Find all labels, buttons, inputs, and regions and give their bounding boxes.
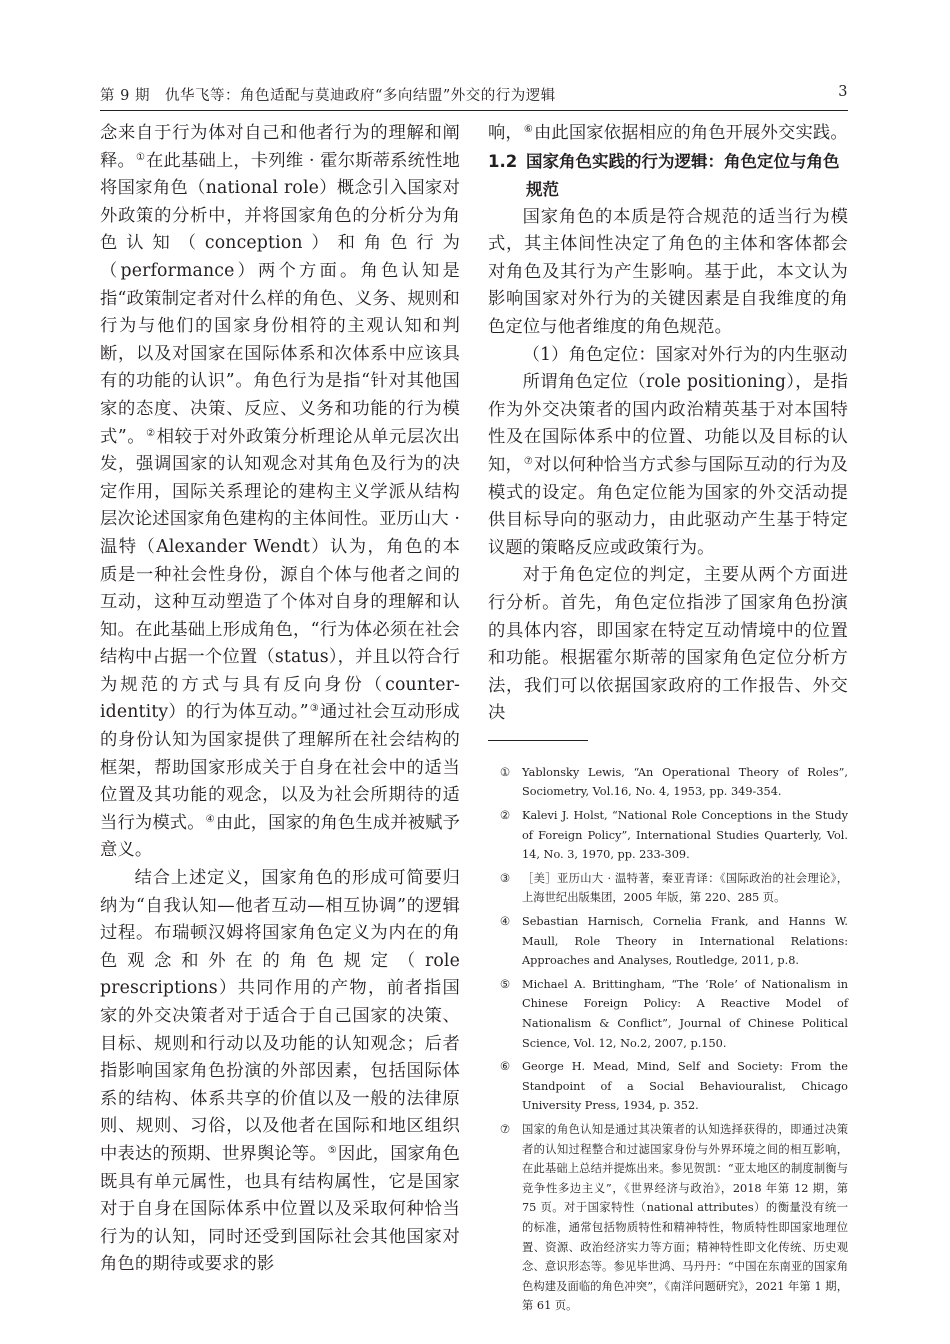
footnote-rule	[488, 740, 588, 741]
footnote-text: Yablonsky Lewis, “An Operational Theory of Roles”, Sociometry, Vol.16, No. 4, 1953, pp. 349-354.	[522, 765, 848, 799]
paragraph: 国家角色的本质是符合规范的适当行为模式，其主体间性决定了角色的主体和客体都会对角色及其行为产生影响。基于此，本文认为影响国家对外行为的关键因素是自我维度的角色定位与他者维度的角色规范。	[488, 206, 848, 337]
paragraph-text: 念来自于行为体对自己和他者行为的理解和阐释。	[100, 123, 460, 171]
footnote	[488, 869, 848, 908]
page-number: 3	[838, 84, 848, 100]
section-number: 1.2	[488, 151, 518, 171]
footnote-mark: ④	[499, 915, 511, 929]
paragraph-text: 因此，国家角色既具有单元属性，也具有结构属性，它是国家对于自身在国际体系中位置以及采取何种恰当行为的认知，同时还受到国际社会其他国家对角色的期待或要求的影	[100, 1143, 460, 1275]
paragraph-text: 结合上述定义，国家角色的形成可简要归纳为“自我认知—他者互动—相互协调”的逻辑过程。布瑞顿汉姆将国家角色定义为内在的角色观念和外在的角色规定（role prescriptions）共同作用的产物，前者指国家的外交决策者对于适合于自己国家的决策、目标、规则和行动以及功能的认知观念；后者指影响国家角色扮演的外部因素，包括国际体系的结构、体系共享的价值以及一般的法律原则、规则、习俗，以及他者在国际和地区组织中表达的预期、世界舆论等。	[100, 868, 460, 1164]
footnote	[488, 975, 848, 1053]
footnote-mark: ②	[499, 809, 511, 823]
paragraph-text: 由此国家依据相应的角色开展外交实践。	[534, 123, 848, 143]
footnote-text: Kalevi J. Holst, “National Role Conceptions in the Study of Foreign Policy”, International Studies Quarterly, Vol. 14, No. 3, 1970, pp. 233-309.	[522, 809, 848, 862]
paragraph-text: 所谓角色定位（role positioning），是指作为外交决策者的国内政治精英基于对本国特性及在国际体系中的位置、功能以及目标的认知，	[488, 372, 848, 475]
left-column	[100, 120, 460, 1279]
footnote	[488, 912, 848, 971]
footnote-text: 国家的角色认知是通过其决策者的认知选择获得的，即通过决策者的认知过程整合和过滤国家身份与外界环境之间的相互影响，在此基础上总结并提炼出来。参见贺凯：“亚太地区的制度制衡与竞争性多边主义”，《世界经济与政治》，2018 年第 12 期，第 75 页。对于国家特性（national attributes）的衡量没有统一的标准，通常包括物质特性和精神特性，物质特性即国家地理位置、资源、政治经济实力等方面；精神特性即文化传统、历史观念、意识形态等。参见毕世鸿、马丹丹：“中国在东南亚的国家角色构建及面临的角色冲突”，《南洋问题研究》，2021 年第 1 期，第 61 页。	[522, 1122, 848, 1313]
paragraph-text: 对以何种恰当方式参与国际互动的行为及模式的设定。角色定位能为国家的外交活动提供目标导向的驱动力，由此驱动产生基于特定议题的策略反应或政策行为。	[488, 454, 848, 558]
paragraph	[100, 865, 460, 1279]
right-column	[488, 120, 848, 1320]
paragraph-text: 在此基础上，卡列维 · 霍尔斯蒂系统性地将国家角色（national role）概念引入国家对外政策的分析中，并将国家角色的分析分为角色认知（conception）和角色行为（performance）两个方面。角色认知是指“政策制定者对什么样的角色、义务、规则和行为与他们的国家身份相符的主观认知和判断，以及对国家在国际体系和次体系中应该具有的功能的认识”。角色行为是指“针对其他国家的态度、决策、反应、义务和功能的行为模式”。	[100, 150, 460, 447]
paragraph	[488, 120, 848, 148]
footnote-ref[interactable]: ③	[309, 703, 320, 715]
footnote-text: ［美］亚历山大 · 温特著，秦亚青译：《国际政治的社会理论》，上海世纪出版集团，2005 年版，第 220、285 页。	[522, 871, 848, 905]
footnotes	[488, 763, 848, 1316]
footnote-text: Michael A. Brittingham, “The ‘Role’ of Nationalism in Chinese Foreign Policy: A Reactive Model of Nationalism & Conflict”, Journal of Chinese Political Science, Vol. 12, No.2, 2007, p.150.	[522, 977, 848, 1050]
footnote-text: Sebastian Harnisch, Cornelia Frank, and Hanns W. Maull, Role Theory in International Relations: Approaches and Analyses, Routledge, 2011, p.8.	[522, 915, 848, 968]
section-title: 国家角色实践的行为逻辑：角色定位与角色规范	[526, 151, 840, 199]
footnote	[488, 806, 848, 865]
footnote-ref[interactable]: ④	[205, 813, 215, 825]
footnote-text: George H. Mead, Mind, Self and Society: From the Standpoint of a Social Behaviouralist, Chicago University Press, 1934, p. 352.	[522, 1060, 848, 1113]
footnote-mark: ①	[499, 765, 511, 779]
paragraph: 对于角色定位的判定，主要从两个方面进行分析。首先，角色定位指涉了国家角色扮演的具体内容，即国家在特定互动情境中的位置和功能。根据霍尔斯蒂的国家角色定位分析方法，我们可以依据国家政府的工作报告、外交决	[488, 565, 848, 724]
paragraph-text: 由此，国家的角色生成并被赋予意义。	[100, 812, 461, 861]
subheading: （1）角色定位：国家对外行为的内生驱动	[522, 344, 848, 365]
footnote-mark: ⑦	[499, 1122, 511, 1136]
footnote-ref[interactable]: ①	[135, 151, 146, 163]
section-heading	[488, 148, 848, 204]
footnote-ref[interactable]: ⑦	[523, 455, 534, 467]
footnote	[488, 1057, 848, 1116]
paragraph	[488, 369, 848, 562]
paragraph-text: 相较于对外政策分析理论从单元层次出发，强调国家的认知观念对其角色及行为的决定作用，国际关系理论的建构主义学派从结构层次论述国家角色建构的主体间性。亚历山大 · 温特（Alexander Wendt）认为，角色的本质是一种社会性身份，源自个体与他者之间的互动，这种互动塑造了个体对自身的理解和认知。在此基础上形成角色，“行为体必须在社会结构中占据一个位置（status），并且以符合行为规范的方式与具有反向身份（counter-identity）的行为体互动。”	[100, 426, 460, 723]
footnote-ref[interactable]: ⑥	[523, 124, 533, 135]
running-title: 第 9 期 仇华飞等：角色适配与莫迪政府“多向结盟”外交的行为逻辑	[100, 88, 556, 104]
header-rule	[100, 110, 848, 111]
footnote-mark: ⑥	[499, 1060, 511, 1074]
running-header	[100, 84, 848, 108]
paragraph-text: 通过社会互动形成的身份认知为国家提供了理解所在社会结构的框架，帮助国家形成关于自身在社会中的适当位置及其功能的观念，以及为社会所期待的适当行为模式。	[100, 702, 460, 833]
footnote	[488, 763, 848, 802]
footnote-ref[interactable]: ⑤	[327, 1144, 337, 1156]
footnote-mark: ⑤	[499, 977, 511, 991]
footnote	[488, 1120, 848, 1316]
footnote-mark: ③	[499, 871, 511, 885]
paragraph	[100, 120, 460, 865]
footnote-ref[interactable]: ②	[146, 427, 156, 439]
paragraph-text: 响，	[488, 123, 523, 143]
